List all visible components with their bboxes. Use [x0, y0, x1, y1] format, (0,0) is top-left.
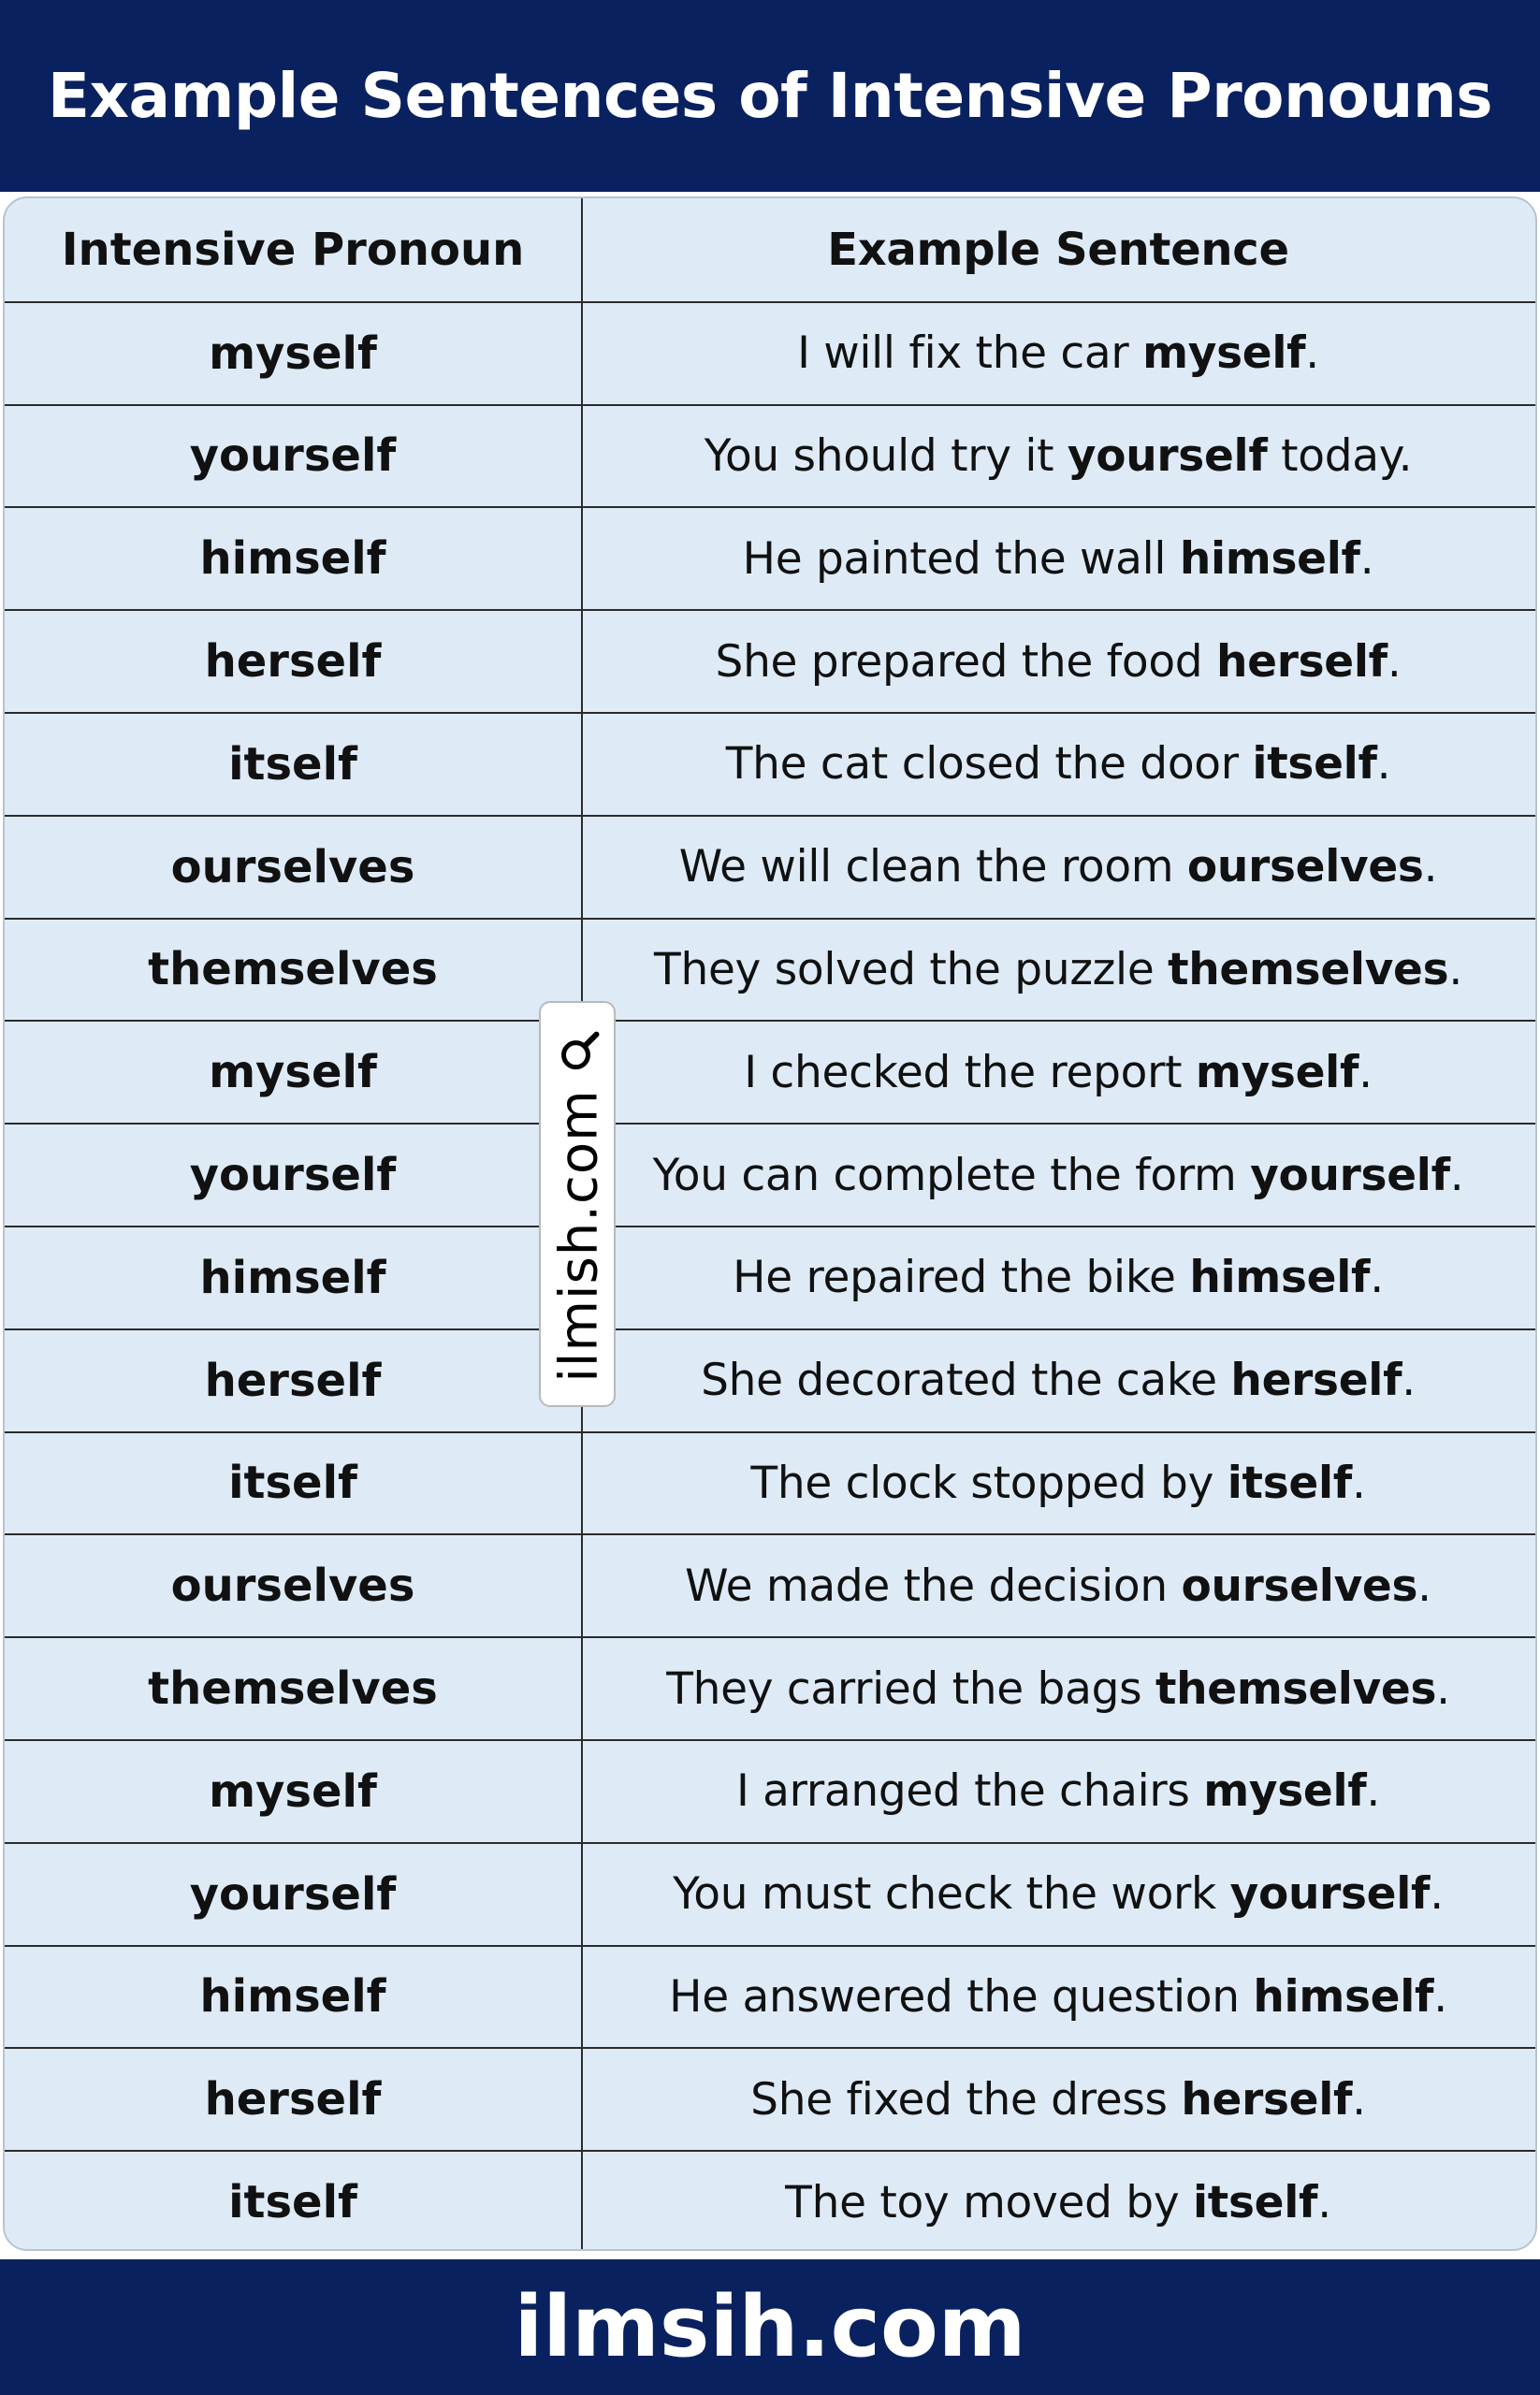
sentence-pronoun-bold: myself	[1195, 1046, 1359, 1098]
sentence-pronoun-bold: itself	[1193, 2176, 1318, 2228]
sentence-text: She decorated the cake	[701, 1355, 1231, 1407]
sentence-text-end: .	[1317, 2176, 1331, 2228]
sentence-text-end: .	[1370, 1252, 1384, 1304]
sentence-text: You must check the work	[673, 1868, 1230, 1921]
sentence-cell	[581, 1022, 1535, 1123]
sentence-cell	[581, 406, 1535, 507]
sentence-text: I arranged the chairs	[735, 1765, 1204, 1818]
sentence-text: I checked the report	[744, 1046, 1196, 1098]
sentence-cell	[581, 1947, 1535, 2048]
table-row	[5, 2047, 1535, 2150]
sentence-cell	[581, 611, 1535, 712]
sentence-cell	[581, 303, 1535, 404]
sentence-text: He answered the question	[669, 1970, 1254, 2023]
table-row	[5, 2150, 1535, 2251]
table-row	[5, 1020, 1535, 1123]
sentence-text: I will fix the car	[797, 327, 1143, 380]
table-row	[5, 815, 1535, 918]
sentence-pronoun-bold: ourselves	[1186, 841, 1424, 893]
sentence-text-end: .	[1366, 1765, 1381, 1818]
header-sentence: Example Sentence	[827, 223, 1289, 276]
pronoun-cell: itself	[228, 1457, 357, 1510]
watermark-text: ilmish.com	[548, 1089, 610, 1383]
sentence-text-end: .	[1449, 1149, 1464, 1201]
footer-site-name: ilmsih.com	[514, 2278, 1026, 2376]
sentence-text: They solved the puzzle	[654, 943, 1169, 995]
table-row	[5, 1842, 1535, 1945]
sentence-text: They carried the bags	[666, 1662, 1155, 1715]
sentence-text-end: .	[1376, 738, 1391, 791]
title-banner	[0, 0, 1540, 192]
table-row	[5, 609, 1535, 712]
watermark-badge	[539, 1001, 616, 1407]
sentence-text-end: .	[1387, 635, 1402, 688]
pronoun-cell: himself	[199, 532, 386, 586]
pronoun-cell: themselves	[148, 1662, 438, 1716]
sentence-text: The toy moved by	[785, 2176, 1193, 2228]
sentence-text-end: today.	[1267, 429, 1413, 482]
table-row	[5, 404, 1535, 507]
header-pronoun: Intensive Pronoun	[61, 223, 525, 276]
sentence-pronoun-bold: himself	[1189, 1252, 1371, 1304]
pronoun-cell: herself	[204, 635, 382, 689]
sentence-text-end: .	[1305, 327, 1319, 380]
pronoun-cell: herself	[204, 1354, 382, 1407]
sentence-text-end: .	[1423, 841, 1438, 893]
pronoun-cell: itself	[228, 2176, 357, 2229]
table-row	[5, 1123, 1535, 1226]
table-row	[5, 918, 1535, 1021]
sentence-cell	[581, 714, 1535, 815]
search-icon	[558, 1029, 601, 1072]
sentence-pronoun-bold: myself	[1142, 327, 1306, 380]
sentence-pronoun-bold: herself	[1181, 2073, 1353, 2126]
table-row	[5, 1328, 1535, 1431]
sentence-text: She fixed the dress	[750, 2073, 1182, 2126]
pronoun-cell: myself	[209, 1046, 377, 1099]
table-row	[5, 1636, 1535, 1739]
sentence-text-end: .	[1351, 1457, 1366, 1509]
pronoun-cell: ourselves	[170, 1560, 415, 1613]
pronoun-cell: yourself	[189, 1867, 397, 1921]
sentence-text: You should try it	[704, 429, 1068, 482]
sentence-cell	[581, 1125, 1535, 1226]
pronoun-table	[3, 196, 1537, 2251]
sentence-cell	[581, 920, 1535, 1021]
pronoun-cell: himself	[199, 1251, 386, 1304]
sentence-cell	[581, 1535, 1535, 1636]
sentence-pronoun-bold: ourselves	[1181, 1560, 1418, 1612]
table-row	[5, 1533, 1535, 1636]
table-row	[5, 1226, 1535, 1328]
pronoun-cell: herself	[204, 2073, 382, 2126]
sentence-text-end: .	[1436, 1662, 1450, 1715]
pronoun-cell: yourself	[189, 1149, 397, 1202]
sentence-text: We will clean the room	[678, 841, 1187, 893]
sentence-text: You can complete the form	[652, 1149, 1251, 1201]
page-title: Example Sentences of Intensive Pronouns	[47, 60, 1493, 132]
sentence-text-end: .	[1448, 943, 1462, 995]
sentence-text: The cat closed the door	[725, 738, 1253, 791]
table-row	[5, 1431, 1535, 1534]
pronoun-cell: ourselves	[170, 840, 415, 893]
sentence-cell	[581, 1330, 1535, 1431]
pronoun-cell: myself	[209, 327, 377, 380]
sentence-text: He repaired the bike	[733, 1252, 1190, 1304]
sentence-text: We made the decision	[685, 1560, 1182, 1612]
sentence-pronoun-bold: herself	[1215, 635, 1387, 688]
sentence-pronoun-bold: herself	[1230, 1355, 1402, 1407]
sentence-text: She prepared the food	[715, 635, 1216, 688]
sentence-pronoun-bold: yourself	[1067, 429, 1268, 482]
pronoun-cell: themselves	[148, 943, 438, 996]
sentence-cell	[581, 1844, 1535, 1945]
table-row	[5, 506, 1535, 609]
pronoun-cell: yourself	[189, 429, 397, 483]
sentence-text: He painted the wall	[742, 532, 1180, 585]
table-header-row	[5, 198, 1535, 301]
sentence-pronoun-bold: yourself	[1229, 1868, 1431, 1921]
sentence-text-end: .	[1352, 2073, 1366, 2126]
sentence-text-end: .	[1433, 1970, 1447, 2023]
sentence-text-end: .	[1402, 1355, 1416, 1407]
sentence-pronoun-bold: itself	[1227, 1457, 1352, 1509]
sentence-text-end: .	[1359, 532, 1374, 585]
sentence-text-end: .	[1358, 1046, 1373, 1098]
sentence-cell	[581, 508, 1535, 609]
table-row	[5, 712, 1535, 815]
pronoun-cell: myself	[209, 1764, 377, 1818]
sentence-pronoun-bold: itself	[1252, 738, 1377, 791]
table-row	[5, 1945, 1535, 2048]
sentence-cell	[581, 1227, 1535, 1328]
sentence-cell	[581, 1741, 1535, 1842]
sentence-cell	[581, 817, 1535, 918]
sentence-cell	[581, 2152, 1535, 2251]
sentence-pronoun-bold: yourself	[1250, 1149, 1450, 1201]
sentence-text: The clock stopped by	[750, 1457, 1228, 1509]
sentence-pronoun-bold: themselves	[1168, 943, 1449, 995]
sentence-cell	[581, 1638, 1535, 1739]
table-row	[5, 1739, 1535, 1842]
sentence-text-end: .	[1430, 1868, 1444, 1921]
sentence-pronoun-bold: themselves	[1155, 1662, 1437, 1715]
sentence-text-end: .	[1417, 1560, 1431, 1612]
table-row	[5, 301, 1535, 404]
sentence-cell	[581, 2049, 1535, 2150]
pronoun-cell: itself	[228, 737, 357, 791]
sentence-pronoun-bold: myself	[1203, 1765, 1367, 1818]
sentence-pronoun-bold: himself	[1253, 1970, 1434, 2023]
sentence-pronoun-bold: himself	[1179, 532, 1360, 585]
footer-banner	[0, 2259, 1540, 2395]
sentence-cell	[581, 1433, 1535, 1534]
pronoun-cell: himself	[199, 1970, 386, 2024]
